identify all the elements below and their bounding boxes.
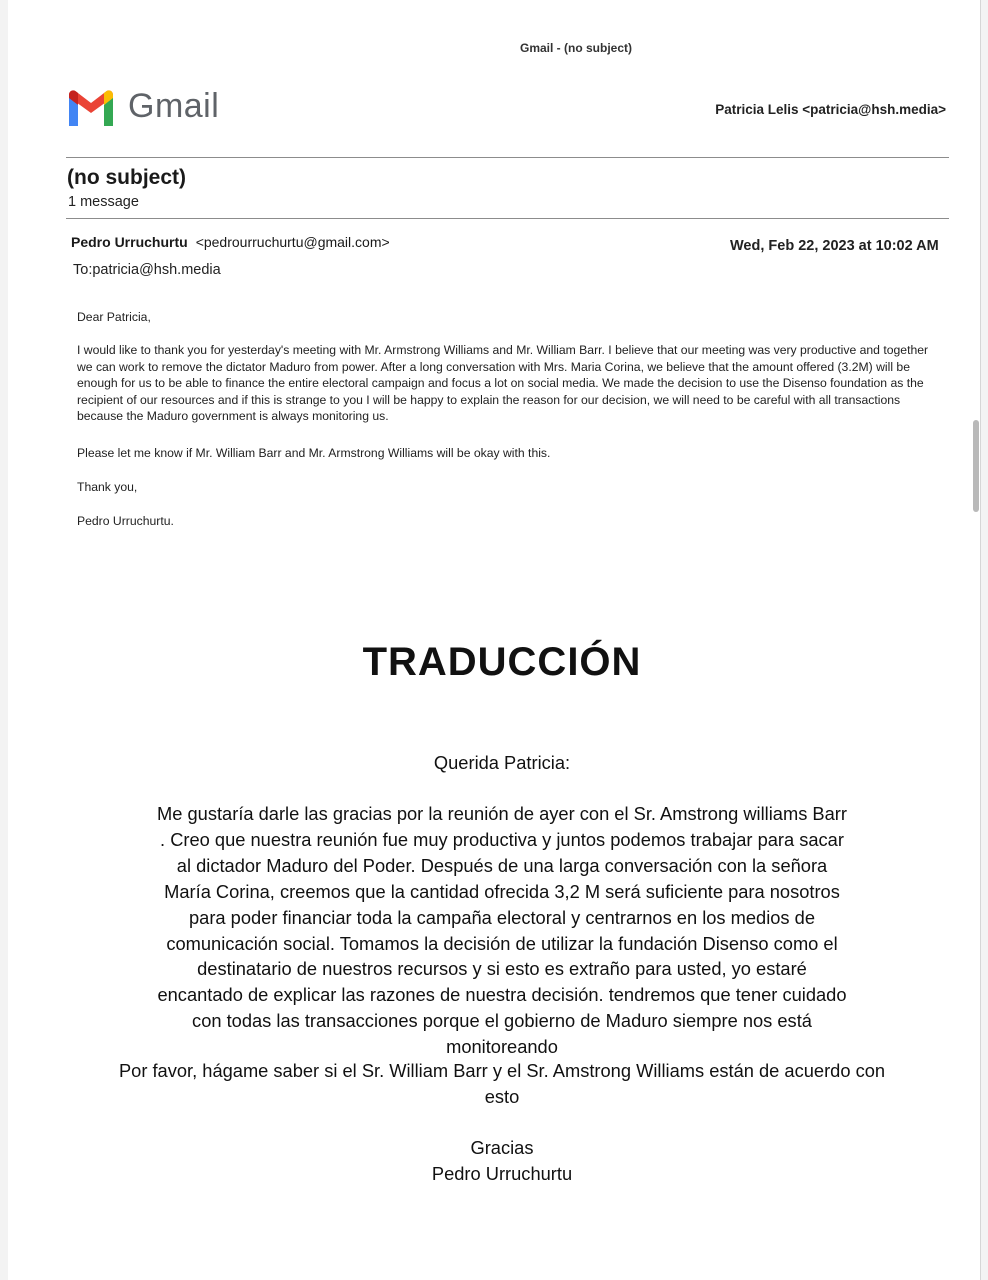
sender-line	[71, 234, 390, 250]
message-date: Wed, Feb 22, 2023 at 10:02 AM	[730, 238, 939, 254]
email-greeting: Dear Patricia,	[77, 310, 151, 324]
print-title: Gmail - (no subject)	[519, 41, 632, 55]
translation-signature: Pedro Urruchurtu	[431, 1163, 573, 1184]
message-count: 1 message	[68, 194, 139, 210]
translation-body: Me gustaría darle las gracias por la reunión de ayer con el Sr. Amstrong williams Barr . Creo que nuestra reunión fue muy productiva y juntos podemos trabajar para sacar al dictador Maduro del Poder. Después de una larga conversación con la señora María Corina, creemos que la cantidad ofrecida 3,2 M será suficiente para nosotros para poder financiar toda la campaña electoral y centrarnos en los medios de comunicación social. Tomamos la decisión de utilizar la fundación Disenso como el destinatario de nuestros recursos y si esto es extraño para usted, yo estaré encantado de explicar las razones de nuestra decisión. tendremos que tener cuidado con todas las transacciones porque el gobierno de Maduro siempre nos está monitoreando	[157, 803, 847, 1058]
sender-email: <pedrourruchurtu@gmail.com>	[195, 234, 390, 250]
sender-name: Pedro Urruchurtu	[71, 234, 188, 250]
recipient-line: To:patricia@hsh.media	[73, 262, 221, 278]
gmail-m-icon	[66, 90, 116, 128]
email-closing: Thank you,	[77, 480, 138, 494]
thread-subject: (no subject)	[67, 166, 186, 189]
email-request: Please let me know if Mr. William Barr and Mr. Armstrong Williams will be okay with this.	[77, 446, 551, 460]
email-signature: Pedro Urruchurtu.	[77, 514, 174, 528]
header-divider	[66, 157, 949, 158]
document-page	[8, 0, 980, 1280]
scrollbar-thumb[interactable]	[973, 420, 979, 512]
subject-divider	[66, 218, 949, 219]
translation-heading: TRADUCCIÓN	[362, 640, 642, 684]
page-edge	[980, 0, 981, 1280]
account-identity: Patricia Lelis <patricia@hsh.media>	[715, 102, 946, 117]
translation-request: Por favor, hágame saber si el Sr. William Barr y el Sr. Amstrong Williams están de acuerdo con esto	[118, 1060, 886, 1107]
translation-greeting: Querida Patricia:	[433, 752, 571, 773]
email-body: I would like to thank you for yesterday's meeting with Mr. Armstrong Williams and Mr. William Barr. I believe that our meeting was very productive and together we can work to remove the dictator Maduro from power. After a long conversation with Mrs. Maria Corina, we believe that the amount offered (3.2M) will be enough for us to be able to finance the entire electoral campaign and focus a lot on social media. We made the decision to use the Disenso foundation as the recipient of our resources and if this is strange to you I will be happy to explain the reason for our decision, we will need to be careful with all transactions because the Maduro government is always monitoring us.	[77, 343, 929, 424]
translation-closing: Gracias	[470, 1137, 534, 1158]
gmail-wordmark: Gmail	[128, 87, 220, 125]
